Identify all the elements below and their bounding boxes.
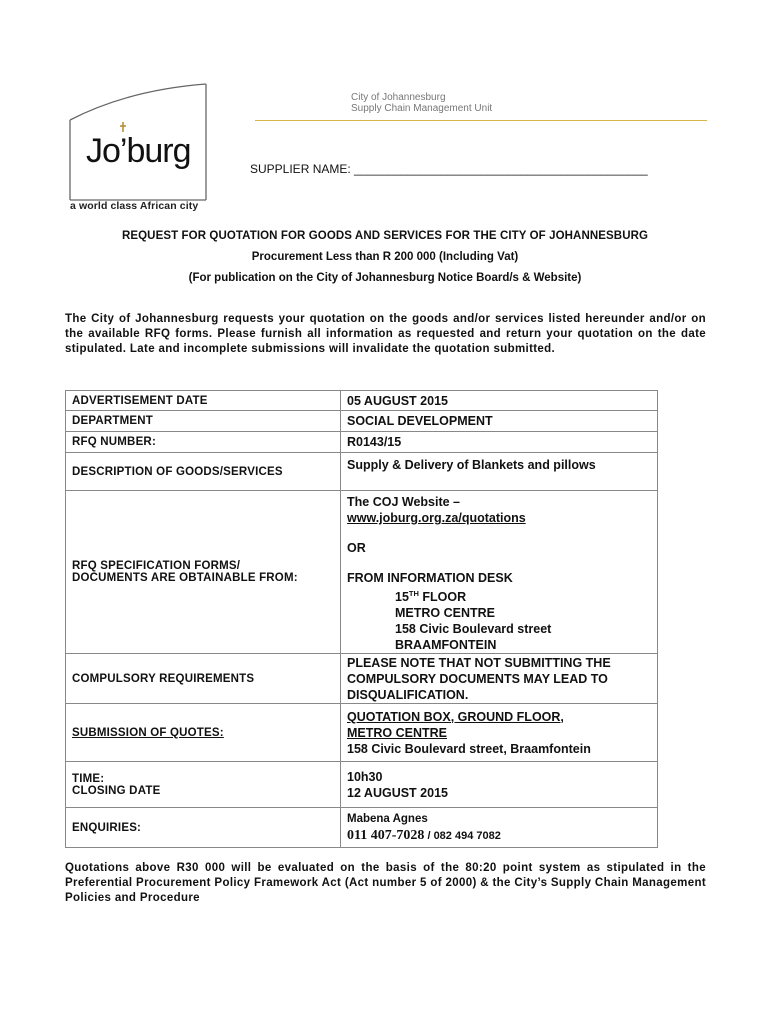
enquiries-phone-primary: 011 407-7028: [347, 828, 425, 843]
logo-tagline: a world class African city: [70, 200, 199, 212]
enquiries-contact-name: Mabena Agnes: [347, 813, 428, 825]
rfq-details-table: [65, 390, 658, 848]
description-value: Supply & Delivery of Blankets and pillows: [341, 453, 658, 491]
floor-suffix: TH: [408, 589, 419, 598]
time-closing-label: [66, 762, 341, 808]
table-row: [66, 654, 658, 704]
evaluation-footer: Quotations above R30 000 will be evaluated on the basis of the 80:20 point system as stipulated in the Preferential Procurement Policy Framework Act (Act number 5 of 2000) & the City’s Supply Chain Management Policies and Procedure: [65, 862, 706, 904]
rfq-number-value: R0143/15: [341, 432, 658, 453]
org-unit: Supply Chain Management Unit: [351, 103, 493, 114]
closing-date-label: CLOSING DATE: [72, 784, 161, 797]
logo-wordmark: Jo’burg: [86, 132, 191, 170]
document-title: REQUEST FOR QUOTATION FOR GOODS AND SERVICES FOR THE CITY OF JOHANNESBURG: [121, 230, 649, 242]
quotations-link[interactable]: www.joburg.org.za/quotations: [347, 511, 526, 525]
org-header: [351, 92, 492, 114]
submission-line2: METRO CENTRE: [347, 725, 447, 740]
address-building: METRO CENTRE: [395, 606, 495, 620]
floor-word: FLOOR: [418, 590, 467, 604]
advert-date-value: 05 AUGUST 2015: [341, 391, 658, 411]
obtainable-label-line1: RFQ SPECIFICATION FORMS/: [72, 560, 241, 572]
info-desk-text: FROM INFORMATION DESK: [347, 571, 513, 585]
submission-line1: QUOTATION BOX, GROUND FLOOR,: [347, 709, 564, 724]
compulsory-label: COMPULSORY REQUIREMENTS: [66, 654, 341, 704]
supplier-name-field: SUPPLIER NAME: ____________________________________________: [250, 162, 648, 176]
time-value: 10h30: [347, 769, 383, 784]
table-row: [66, 704, 658, 762]
obtainable-label-line2: DOCUMENTS ARE OBTAINABLE FROM:: [72, 572, 298, 584]
table-row: [66, 808, 658, 848]
enquiries-phone-separator: /: [424, 830, 434, 842]
advert-date-label: ADVERTISEMENT DATE: [66, 391, 341, 411]
intro-paragraph: The City of Johannesburg requests your quotation on the goods and/or services listed hereunder and/or on the available RFQ forms. Please furnish all information as requested and return your quotation on the date stipulated. Late and incomplete submissions will invalidate the quotation submitted.: [65, 313, 706, 355]
coj-website-text: The COJ Website –: [347, 495, 460, 509]
publication-subtitle: (For publication on the City of Johannesburg Notice Board/s & Website): [188, 272, 582, 284]
rfq-number-label: RFQ NUMBER:: [66, 432, 341, 453]
time-closing-value: [341, 762, 658, 808]
obtainable-from-value: [341, 491, 658, 654]
address-area: BRAAMFONTEIN: [395, 638, 497, 652]
obtainable-from-label: [66, 491, 341, 654]
document-titles: [40, 230, 730, 284]
submission-line3: 158 Civic Boulevard street, Braamfontein: [347, 741, 591, 756]
enquiries-label: ENQUIRIES:: [66, 808, 341, 848]
floor-text: [347, 586, 651, 605]
joburg-logo: [68, 82, 233, 214]
org-name: City of Johannesburg: [351, 92, 446, 103]
enquiries-phones: [347, 827, 651, 844]
time-label: TIME:: [72, 772, 105, 785]
submission-value: [341, 704, 658, 762]
enquiries-value: [341, 808, 658, 848]
description-label: DESCRIPTION OF GOODS/SERVICES: [66, 453, 341, 491]
floor-number: 15: [395, 590, 409, 604]
submission-label: SUBMISSION OF QUOTES:: [66, 704, 341, 762]
table-row: [66, 411, 658, 432]
compulsory-value: PLEASE NOTE THAT NOT SUBMITTING THE COMPULSORY DOCUMENTS MAY LEAD TO DISQUALIFICATION.: [341, 654, 658, 704]
table-row: [66, 432, 658, 453]
header-divider: [255, 120, 707, 121]
table-row: [66, 391, 658, 411]
table-row: [66, 762, 658, 808]
procurement-subtitle: Procurement Less than R 200 000 (Including Vat): [251, 251, 519, 263]
department-label: DEPARTMENT: [66, 411, 341, 432]
closing-date-value: 12 AUGUST 2015: [347, 785, 448, 800]
or-text: OR: [347, 541, 366, 555]
department-value: SOCIAL DEVELOPMENT: [341, 411, 658, 432]
table-row: [66, 453, 658, 491]
address-street: 158 Civic Boulevard street: [395, 622, 552, 636]
enquiries-phone-secondary: 082 494 7082: [433, 830, 501, 842]
table-row: [66, 491, 658, 654]
